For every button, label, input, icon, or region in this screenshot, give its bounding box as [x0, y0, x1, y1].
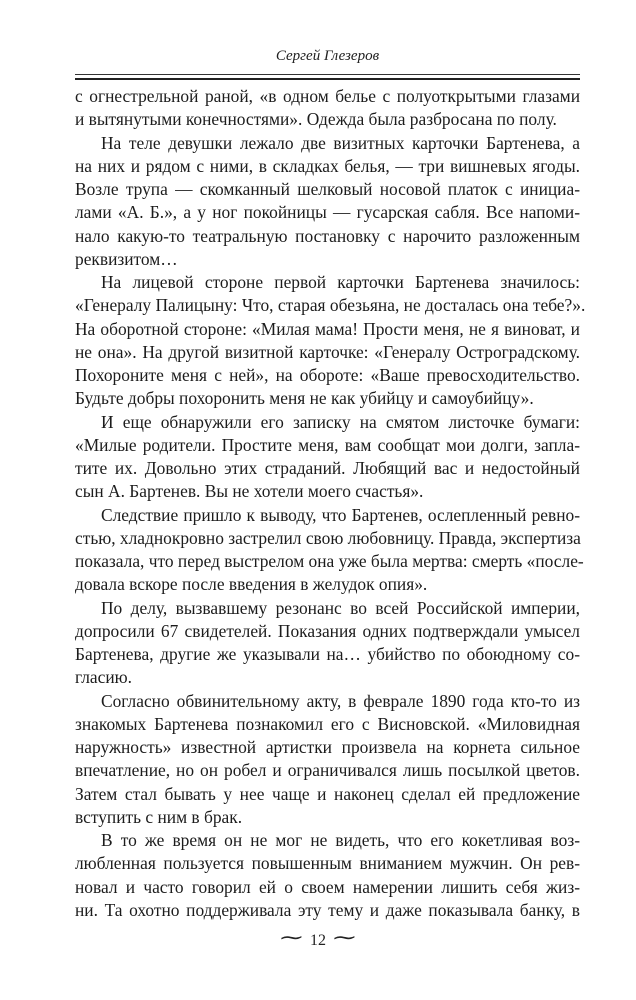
paragraph — [75, 132, 580, 272]
paragraph — [75, 411, 580, 504]
paragraph — [75, 597, 580, 690]
text-line: На оборотной стороне: «Милая мама! Прости меня, не я виноват, и — [75, 318, 580, 339]
text-line: На теле девушки лежало две визитных карточки Бартенева, а — [101, 132, 580, 153]
text-line: знакомых Бартенева познакомил его с Висновской. «Миловидная — [75, 713, 580, 734]
text-line: любленная пользуется повышенным вниманием мужчин. Он рев- — [75, 853, 580, 874]
text-line: тите их. Довольно этих страданий. Любящий вас и недостойный — [75, 458, 580, 478]
text-line: новал и часто говорил ей о своем намерении лишить себя жиз- — [75, 876, 580, 897]
text-line: нало какую-то театральную постановку с нарочито разложенным — [75, 225, 580, 246]
page-number: 12 — [310, 932, 326, 949]
text-line: наружность» известной артистки произвела на корнета сильное — [75, 737, 580, 757]
paragraph — [75, 85, 580, 132]
text-line: ни. Та охотно поддерживала эту тему и даже показывала банку, в — [75, 899, 580, 920]
text-line: сын А. Бартенев. Вы не хотели моего счастья». — [75, 481, 424, 502]
text-line: с огнестрельной раной, «в одном белье с полуоткрытыми глазами — [75, 86, 580, 106]
text-line: стью, хладнокровно застрелил свою любовницу. Правда, экспертиза — [75, 527, 581, 548]
text-line: В то же время он не мог не видеть, что его кокетливая воз- — [101, 830, 580, 850]
swash-ornament-right-icon: ∼ — [330, 927, 358, 949]
text-line: не она». На другой визитной карточке: «Генералу Остроградскому. — [75, 341, 580, 362]
text-line: Похороните меня с ней», на обороте: «Ваше превосходительство. — [75, 365, 580, 385]
text-line: показала, что перед выстрелом она уже была мертва: смерть «после- — [75, 551, 584, 571]
text-line: довала вскоре после введения в желудок опия». — [75, 574, 428, 595]
paragraph — [75, 690, 580, 830]
text-line: Затем стал бывать у нее чаще и наконец сделал ей предложение — [75, 783, 580, 804]
header-rule-thick — [75, 78, 580, 80]
paragraph — [75, 271, 586, 411]
paragraph — [75, 829, 580, 922]
paragraph — [75, 504, 584, 597]
text-line: и вытянутыми конечностями». Одежда была разбросана по полу. — [75, 109, 557, 130]
text-line: На лицевой стороне первой карточки Бартенева значилось: — [101, 272, 580, 292]
text-line: на них и рядом с ними, в складках белья, — три вишневых ягоды. — [75, 155, 580, 176]
page-number-footer — [0, 926, 636, 951]
text-line: лами «А. Б.», а у ног покойницы — гусарская сабля. Все напоми- — [75, 202, 580, 223]
text-line: вступить с ним в брак. — [75, 806, 243, 827]
text-line: реквизитом… — [75, 248, 178, 269]
header-rule-thin — [75, 74, 580, 75]
text-line: Бартенева, другие же указывали на… убийство по обоюдному со- — [75, 644, 580, 664]
text-line: гласию. — [75, 667, 133, 688]
text-line: Согласно обвинительному акту, в феврале 1890 года кто-то из — [101, 690, 580, 711]
text-line: По делу, вызвавшему резонанс во всей Российской империи, — [101, 597, 580, 618]
text-line: Будьте добры похоронить меня не как убийцу и самоубийцу». — [75, 388, 534, 409]
text-line: «Генералу Палицыну: Что, старая обезьяна, не досталась она тебе?». — [75, 295, 586, 316]
running-head-author: Сергей Глезеров — [275, 48, 380, 64]
text-line: впечатление, но он робел и ограничивался лишь посылкой цветов. — [75, 760, 580, 781]
text-line: И еще обнаружили его записку на смятом листочке бумаги: — [101, 411, 580, 432]
text-line: «Милые родители. Простите меня, вам сообщат мои долги, запла- — [75, 434, 580, 455]
swash-ornament-left-icon: ∼ — [278, 927, 306, 949]
text-line: Следствие пришло к выводу, что Бартенев, ослепленный ревно- — [101, 504, 580, 525]
text-line: допросили 67 свидетелей. Показания одних подтверждали умысел — [75, 620, 580, 641]
body-text — [75, 85, 586, 922]
text-line: Возле трупа — скомканный шелковый носовой платок с инициа- — [75, 179, 580, 199]
